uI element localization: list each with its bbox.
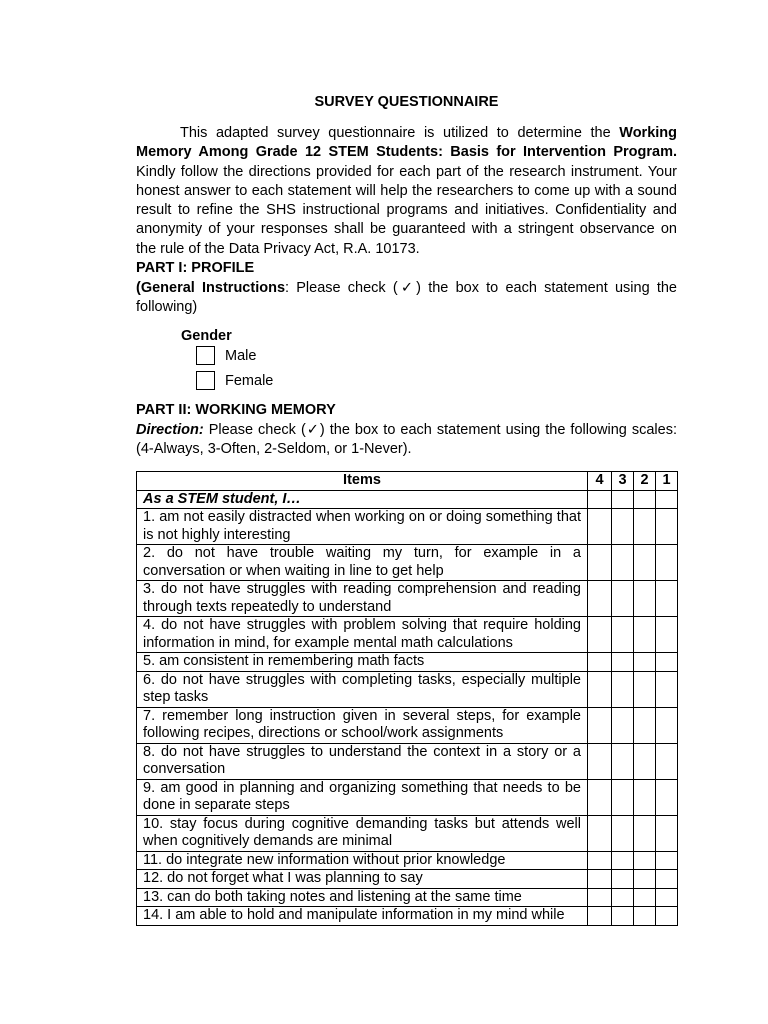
part2-heading: PART II: WORKING MEMORY — [136, 402, 336, 418]
rating-cell-3[interactable] — [612, 815, 634, 851]
table-row — [137, 779, 678, 815]
table-row — [137, 907, 678, 926]
rating-cell-3[interactable] — [612, 888, 634, 907]
item-text: 9. am good in planning and organizing something that needs to be done in separate steps — [137, 779, 588, 815]
rating-cell-2[interactable] — [634, 707, 656, 743]
intro-text-1: This adapted survey questionnaire is utilized to determine the — [180, 125, 620, 141]
item-text: 13. can do both taking notes and listening at the same time — [137, 888, 588, 907]
item-text: 3. do not have struggles with reading comprehension and reading through texts repeatedly to understand — [137, 581, 588, 617]
scale-cell — [588, 490, 612, 509]
rating-cell-1[interactable] — [656, 888, 678, 907]
female-label: Female — [225, 372, 274, 389]
rating-cell-3[interactable] — [612, 509, 634, 545]
table-row — [137, 653, 678, 672]
rating-cell-3[interactable] — [612, 653, 634, 672]
intro-text-2: Kindly follow the directions provided for each part of the research instrument. Your honest answer to each statement will help the researchers to come up with a sound result to refine the SHS instructional programs and initiatives. Confidentiality and anonymity of your responses shall be guaranteed with a stringent observance on the rule of the Data Privacy Act, R.A. 10173. — [136, 163, 677, 257]
rating-cell-1[interactable] — [656, 815, 678, 851]
scale-cell — [612, 490, 634, 509]
rating-cell-1[interactable] — [656, 509, 678, 545]
rating-cell-4[interactable] — [588, 851, 612, 870]
item-text: 8. do not have struggles to understand the context in a story or a conversation — [137, 743, 588, 779]
rating-cell-2[interactable] — [634, 581, 656, 617]
rating-cell-2[interactable] — [634, 851, 656, 870]
rating-cell-4[interactable] — [588, 671, 612, 707]
rating-cell-2[interactable] — [634, 743, 656, 779]
item-text: 7. remember long instruction given in several steps, for example following recipes, directions or school/work assignments — [137, 707, 588, 743]
rating-cell-2[interactable] — [634, 870, 656, 889]
rating-cell-4[interactable] — [588, 888, 612, 907]
table-row — [137, 743, 678, 779]
item-text: 1. am not easily distracted when working on or doing something that is not highly interesting — [137, 509, 588, 545]
header-2: 2 — [634, 472, 656, 491]
table-row — [137, 671, 678, 707]
table-row — [137, 888, 678, 907]
gender-option-female[interactable] — [196, 371, 273, 390]
rating-cell-4[interactable] — [588, 707, 612, 743]
header-4: 4 — [588, 472, 612, 491]
male-checkbox[interactable] — [196, 346, 215, 365]
rating-cell-1[interactable] — [656, 743, 678, 779]
item-text: 6. do not have struggles with completing tasks, especially multiple step tasks — [137, 671, 588, 707]
rating-cell-4[interactable] — [588, 907, 612, 926]
rating-cell-4[interactable] — [588, 779, 612, 815]
table-row — [137, 617, 678, 653]
rating-cell-1[interactable] — [656, 870, 678, 889]
rating-cell-3[interactable] — [612, 743, 634, 779]
header-1: 1 — [656, 472, 678, 491]
header-items: Items — [137, 472, 588, 491]
rating-cell-4[interactable] — [588, 581, 612, 617]
scale-cell — [634, 490, 656, 509]
table-row — [137, 851, 678, 870]
rating-cell-3[interactable] — [612, 581, 634, 617]
rating-cell-1[interactable] — [656, 671, 678, 707]
rating-cell-3[interactable] — [612, 707, 634, 743]
rating-cell-2[interactable] — [634, 888, 656, 907]
general-instructions-label: (General Instructions — [136, 280, 286, 296]
rating-cell-3[interactable] — [612, 907, 634, 926]
table-row — [137, 707, 678, 743]
rating-cell-4[interactable] — [588, 815, 612, 851]
rating-cell-1[interactable] — [656, 617, 678, 653]
rating-cell-3[interactable] — [612, 617, 634, 653]
rating-cell-3[interactable] — [612, 671, 634, 707]
rating-cell-2[interactable] — [634, 671, 656, 707]
header-3: 3 — [612, 472, 634, 491]
gender-label: Gender — [181, 328, 232, 344]
survey-table — [136, 471, 678, 926]
item-text: 14. I am able to hold and manipulate information in my mind while — [137, 907, 588, 926]
section-label: As a STEM student, I… — [137, 490, 588, 509]
document-title: SURVEY QUESTIONNAIRE — [314, 94, 499, 110]
rating-cell-3[interactable] — [612, 545, 634, 581]
rating-cell-3[interactable] — [612, 870, 634, 889]
part1-heading: PART I: PROFILE — [136, 260, 255, 276]
rating-cell-1[interactable] — [656, 545, 678, 581]
gender-option-male[interactable] — [196, 346, 256, 365]
item-text: 11. do integrate new information without prior knowledge — [137, 851, 588, 870]
rating-cell-2[interactable] — [634, 617, 656, 653]
table-row — [137, 509, 678, 545]
rating-cell-4[interactable] — [588, 870, 612, 889]
rating-cell-4[interactable] — [588, 545, 612, 581]
rating-cell-1[interactable] — [656, 581, 678, 617]
male-label: Male — [225, 347, 257, 364]
intro-paragraph — [136, 124, 677, 259]
rating-cell-3[interactable] — [612, 851, 634, 870]
table-row — [137, 581, 678, 617]
rating-cell-4[interactable] — [588, 509, 612, 545]
direction-paragraph — [136, 421, 677, 460]
rating-cell-2[interactable] — [634, 545, 656, 581]
item-text: 5. am consistent in remembering math facts — [137, 653, 588, 672]
item-text: 2. do not have trouble waiting my turn, for example in a conversation or when waiting in line to get help — [137, 545, 588, 581]
scale-cell — [656, 490, 678, 509]
rating-cell-4[interactable] — [588, 653, 612, 672]
item-text: 10. stay focus during cognitive demanding tasks but attends well when cognitively demands are minimal — [137, 815, 588, 851]
section-row — [137, 490, 678, 509]
rating-cell-2[interactable] — [634, 907, 656, 926]
rating-cell-1[interactable] — [656, 707, 678, 743]
direction-text: Please check (✓) the box to each statement using the following scales: (4-Always, 3-Often, 2-Seldom, or 1-Never). — [136, 422, 677, 458]
table-header-row — [137, 472, 678, 491]
table-row — [137, 545, 678, 581]
rating-cell-2[interactable] — [634, 653, 656, 672]
rating-cell-1[interactable] — [656, 851, 678, 870]
table-row — [137, 815, 678, 851]
rating-cell-1[interactable] — [656, 779, 678, 815]
rating-cell-4[interactable] — [588, 743, 612, 779]
rating-cell-1[interactable] — [656, 653, 678, 672]
female-checkbox[interactable] — [196, 371, 215, 390]
general-instructions — [136, 279, 677, 318]
rating-cell-2[interactable] — [634, 815, 656, 851]
rating-cell-2[interactable] — [634, 509, 656, 545]
general-instructions-text: : Please check (✓) the box to each statement using the following) — [136, 280, 677, 316]
item-text: 12. do not forget what I was planning to say — [137, 870, 588, 889]
direction-label: Direction: — [136, 422, 204, 438]
rating-cell-1[interactable] — [656, 907, 678, 926]
item-text: 4. do not have struggles with problem solving that require holding information in mind, for example mental math calculations — [137, 617, 588, 653]
intro-bold-title: Working Memory Among Grade 12 STEM Students: Basis for Intervention Program. — [136, 125, 677, 161]
rating-cell-2[interactable] — [634, 779, 656, 815]
rating-cell-3[interactable] — [612, 779, 634, 815]
table-row — [137, 870, 678, 889]
rating-cell-4[interactable] — [588, 617, 612, 653]
